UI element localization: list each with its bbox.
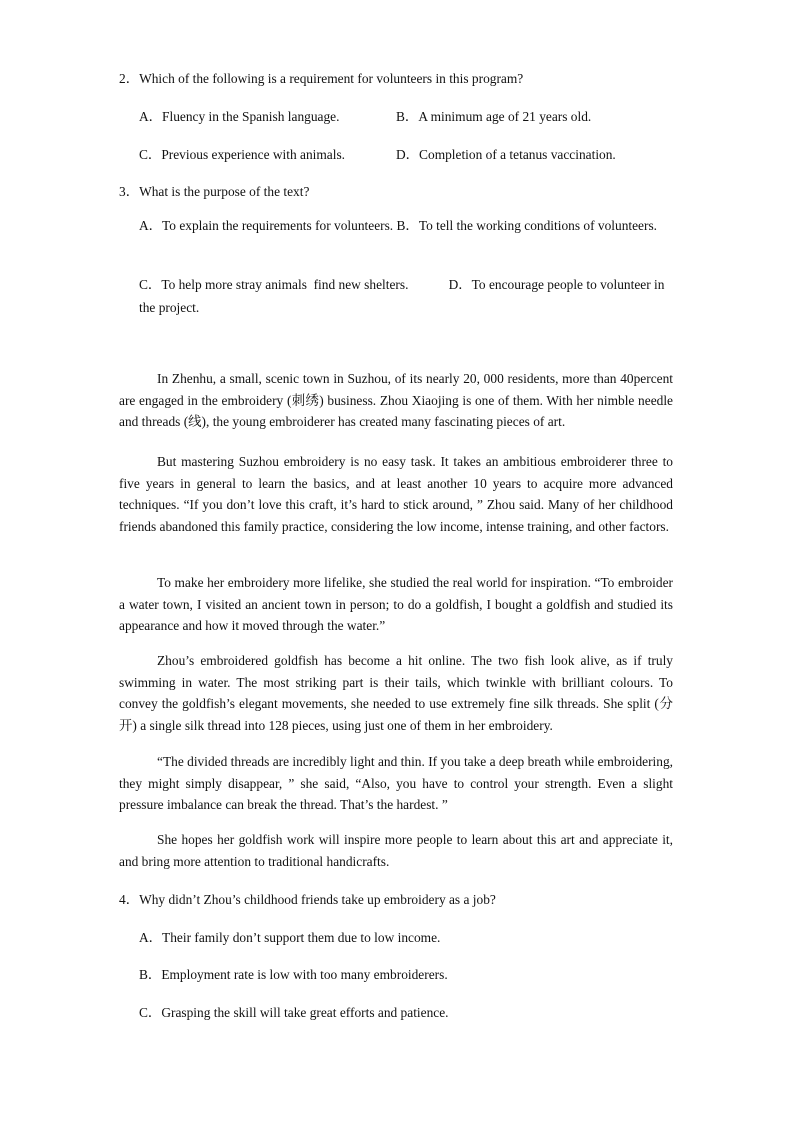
passage-paragraph-3: To make her embroidery more lifelike, she studied the real world for inspiration. “To embroider a water town, I visited an ancient town in person; to do a goldfish, I bought a goldfish and studied its appearance and how it moved through the water.” [119, 575, 673, 634]
question-3-stem: 3．What is the purpose of the text? [119, 184, 310, 199]
question-2-stem: 2．Which of the following is a requirement for volunteers in this program? [119, 71, 524, 86]
passage-paragraph-4: Zhou’s embroidered goldfish has become a hit online. The two fish look alive, as if truly swimming in water. The most striking part is their tails, which twinkle with brilliant colours. To convey the goldfish’s elegant movements, she needed to use extremely fine silk threads. She split (分开) a single silk thread into 128 pieces, using just one of them in her embroidery. [119, 653, 673, 733]
passage-paragraph-2: But mastering Suzhou embroidery is no easy task. It takes an ambitious embroiderer three to five years in general to learn the basics, and at least another 10 years to acquire more advanced techniques. “If you don’t love this craft, it’s hard to stick around, ” Zhou said. Many of her childhood friends abandoned this family practice, considering the low income, intense training, and other factors. [119, 454, 673, 534]
passage-paragraph-5: “The divided threads are incredibly light and thin. If you take a deep breath while embroidering, they might simply disappear, ” she said, “Also, you have to control your strength. Even a slight pressure imbalance can break the thread. That’s the hardest. ” [119, 754, 673, 813]
question-2-option-b: B．A minimum age of 21 years old. [396, 109, 592, 124]
passage-paragraph-1: In Zhenhu, a small, scenic town in Suzhou, of its nearly 20, 000 residents, more than 40percent are engaged in the embroidery (刺绣) business. Zhou Xiaojing is one of them. With her nimble needle and threads (线), the young embroiderer has created many fascinating pieces of art. [119, 371, 673, 430]
question-2-option-a: A．Fluency in the Spanish language. [139, 109, 340, 124]
question-4-option-c: C．Grasping the skill will take great efforts and patience. [139, 1005, 449, 1020]
question-3-options-ab: A．To explain the requirements for volunteers. B．To tell the working conditions of volunteers. [139, 218, 658, 233]
question-2-option-c: C．Previous experience with animals. [139, 147, 346, 162]
question-4-option-b: B．Employment rate is low with too many embroiderers. [139, 967, 448, 982]
question-3-options-cd: C．To help more stray animals find new shelters. D．To encourage people to volunteer in the project. [139, 277, 668, 315]
question-4-stem: 4．Why didn’t Zhou’s childhood friends take up embroidery as a job? [119, 892, 496, 907]
question-2-option-d: D．Completion of a tetanus vaccination. [396, 147, 616, 162]
passage-paragraph-6: She hopes her goldfish work will inspire more people to learn about this art and appreciate it, and bring more attention to traditional handicrafts. [119, 832, 673, 869]
question-4-option-a: A．Their family don’t support them due to low income. [139, 930, 441, 945]
